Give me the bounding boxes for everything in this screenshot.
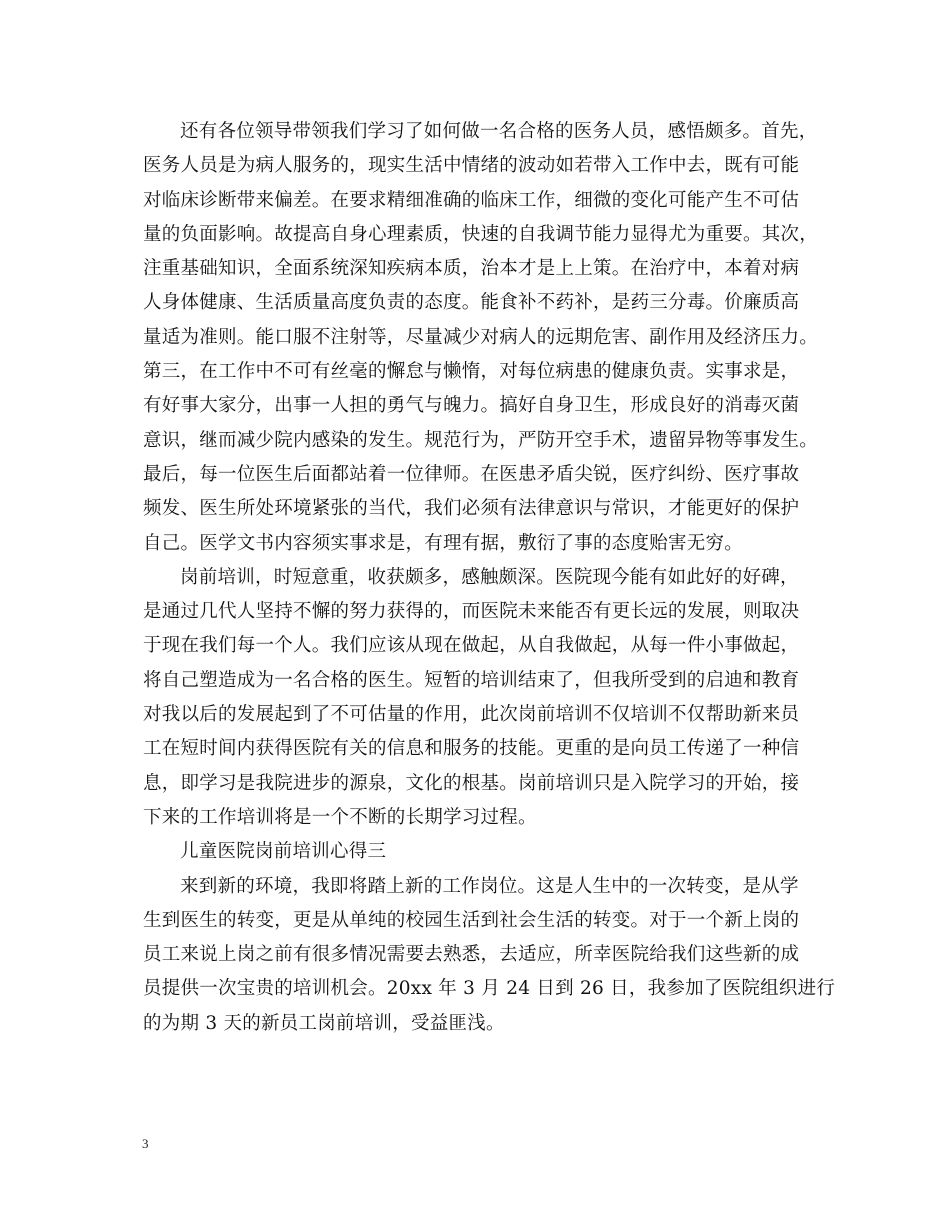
page-number: 3 [142, 1136, 149, 1151]
paragraph-line: 最后，每一位医生后面都站着一位律师。在医患矛盾尖锐，医疗纠纷、医疗事故 [143, 463, 800, 485]
paragraph-line: 第三，在工作中不可有丝毫的懈怠与懒惰，对每位病患的健康负责。实事求是， [143, 361, 800, 383]
paragraph-line: 意识，继而减少院内感染的发生。规范行为，严防开空手术，遗留异物等事发生。 [143, 429, 819, 451]
paragraph-line: 注重基础知识，全面系统深知疾病本质，治本才是上上策。在治疗中，本着对病 [143, 258, 800, 280]
paragraph-line: 下来的工作培训将是一个不断的长期学习过程。 [143, 806, 537, 828]
paragraph-line: 量的负面影响。故提高自身心理素质，快速的自我调节能力显得尤为重要。其次， [143, 223, 819, 245]
paragraph-line: 将自己塑造成为一名合格的医生。短暂的培训结束了，但我所受到的启迪和教育 [143, 669, 800, 691]
paragraph-line: 生到医生的转变，更是从单纯的校园生活到社会生活的转变。对于一个新上岗的 [143, 909, 800, 931]
paragraph-line: 工在短时间内获得医院有关的信息和服务的技能。更重的是向员工传递了一种信 [143, 738, 800, 760]
paragraph-line: 是通过几代人坚持不懈的努力获得的，而医院未来能否有更长远的发展，则取决 [143, 601, 800, 623]
paragraph-line: 人身体健康、生活质量高度负责的态度。能食补不药补，是药三分毒。价廉质高 [143, 292, 800, 314]
paragraph-line: 还有各位领导带领我们学习了如何做一名合格的医务人员，感悟颇多。首先， [180, 121, 818, 142]
paragraph-line: 对临床诊断带来偏差。在要求精细准确的临床工作，细微的变化可能产生不可估 [143, 189, 800, 211]
paragraph-line: 员提供一次宝贵的培训机会。20xx 年 3 月 24 日到 26 日，我参加了医院组织进行 [143, 978, 836, 1000]
paragraph-line: 于现在我们每一个人。我们应该从现在做起，从自我做起，从每一件小事做起， [143, 635, 800, 657]
section-heading: 儿童医院岗前培训心得三 [180, 841, 387, 863]
paragraph-line: 有好事大家分，出事一人担的勇气与魄力。搞好自身卫生，形成良好的消毒灭菌 [143, 395, 800, 417]
paragraph-line: 医务人员是为病人服务的，现实生活中情绪的波动如若带入工作中去，既有可能 [143, 155, 800, 177]
paragraph-line: 自己。医学文书内容须实事求是，有理有据，敷衍了事的态度贻害无穷。 [143, 532, 744, 554]
paragraph-line: 员工来说上岗之前有很多情况需要去熟悉，去适应，所幸医院给我们这些新的成 [143, 944, 800, 966]
paragraph-line: 息，即学习是我院进步的源泉，文化的根基。岗前培训只是入院学习的开始，接 [143, 772, 800, 794]
paragraph-line: 频发、医生所处环境紧张的当代，我们必须有法律意识与常识，才能更好的保护 [143, 498, 800, 520]
paragraph-line: 对我以后的发展起到了不可估量的作用，此次岗前培训不仅培训不仅帮助新来员 [143, 704, 800, 726]
paragraph-line: 岗前培训，时短意重，收获颇多，感触颇深。医院现今能有如此好的好碑， [180, 566, 799, 588]
paragraph-line: 的为期 3 天的新员工岗前培训，受益匪浅。 [143, 1012, 505, 1034]
paragraph-line: 量适为准则。能口服不注射等，尽量减少对病人的远期危害、副作用及经济压力。 [143, 326, 819, 348]
paragraph-line: 来到新的环境，我即将踏上新的工作岗位。这是人生中的一次转变，是从学 [180, 875, 799, 897]
body-text [143, 115, 836, 1041]
